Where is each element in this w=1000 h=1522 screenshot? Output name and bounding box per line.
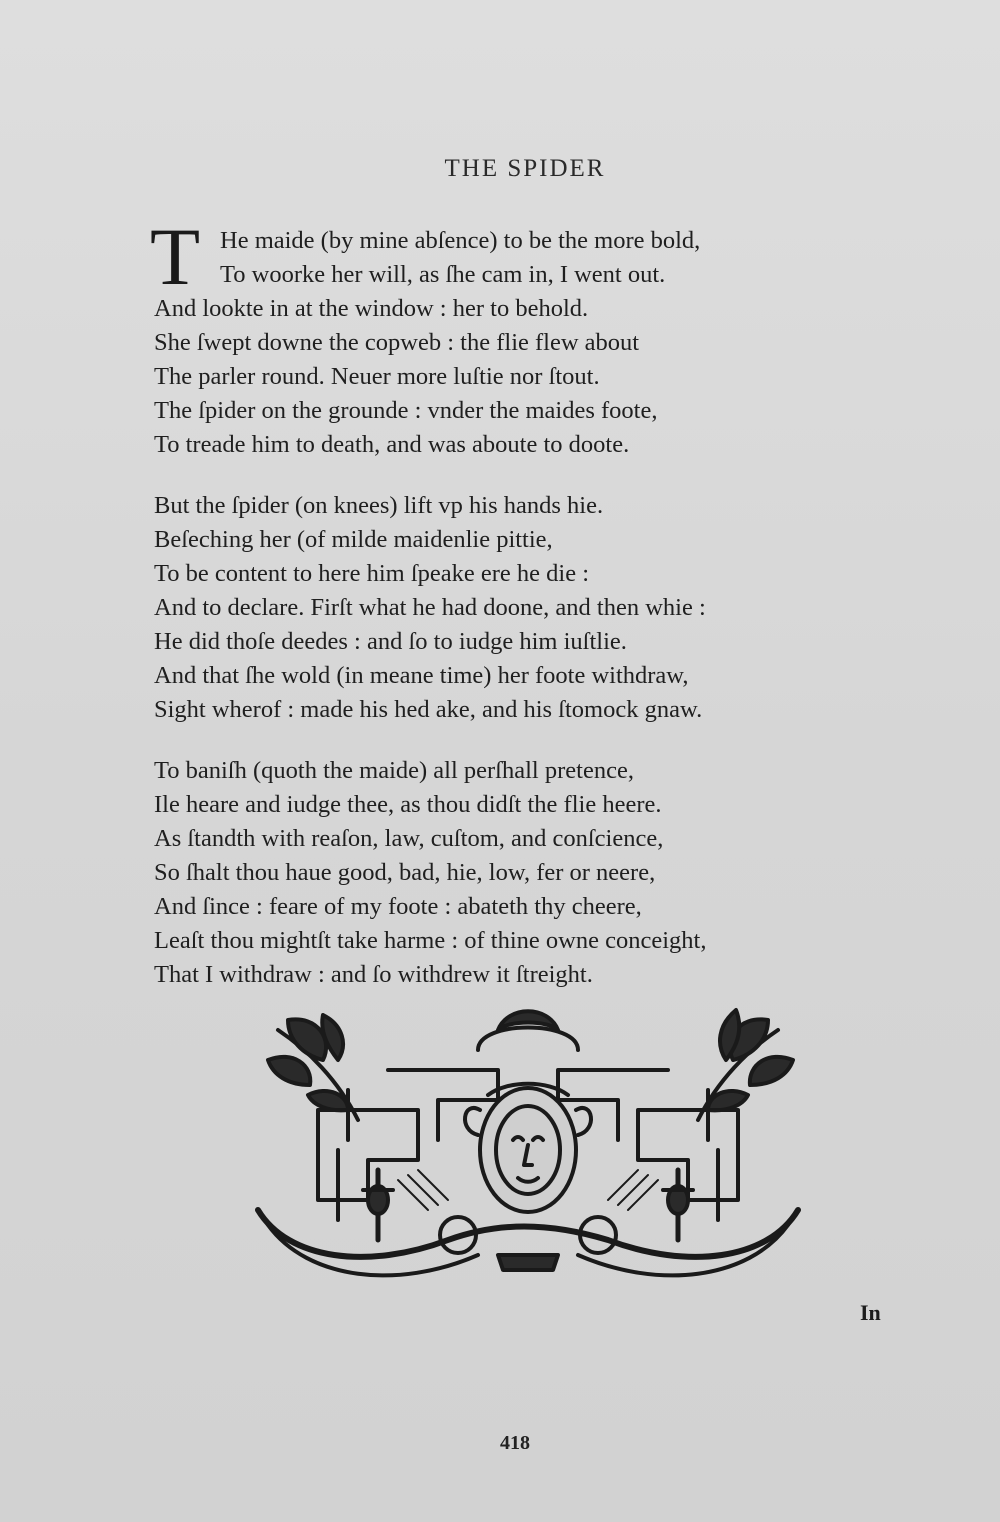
poem-line: And ſince : feare of my foote : abateth thy cheere,: [154, 893, 642, 920]
poem-line: Ile heare and iudge thee, as thou didſt the flie heere.: [154, 791, 662, 818]
poem-line: He did thoſe deedes : and ſo to iudge him iuſtlie.: [154, 628, 627, 655]
poem-body: [150, 211, 914, 1019]
drop-cap: T: [150, 211, 201, 302]
poem-line: And that ſhe wold (in meane time) her foote withdraw,: [154, 662, 689, 689]
poem-line: The ſpider on the grounde : vnder the maides foote,: [154, 397, 658, 424]
poem-line: The parler round. Neuer more luſtie nor ſtout.: [154, 363, 600, 390]
page-number: 418: [500, 1432, 530, 1454]
poem-line: To woorke her will, as ſhe cam in, I went out.: [220, 261, 666, 288]
poem-line: And to declare. Firſt what he had doone, and then whie :: [154, 594, 706, 621]
poem-line: She ſwept downe the copweb : the flie flew about: [154, 329, 640, 356]
woodcut-ornament-icon: [248, 1000, 808, 1300]
poem-line: That I withdraw : and ſo withdrew it ſtreight.: [154, 961, 593, 988]
stanza-3: [154, 754, 914, 992]
stanza-1: [150, 211, 914, 462]
poem-line: He maide (by mine abſence) to be the more bold,: [220, 227, 701, 254]
poem-line: To be content to here him ſpeake ere he die :: [154, 560, 590, 587]
poem-title: THE SPIDER: [444, 155, 606, 182]
poem-line: To treade him to death, and was aboute to doote.: [154, 431, 630, 458]
catchword: In: [860, 1300, 881, 1325]
poem-line: As ſtandth with reaſon, law, cuſtom, and conſcience,: [154, 825, 664, 852]
poem-line: To baniſh (quoth the maide) all perſhall pretence,: [154, 757, 634, 784]
poem-line: Sight wherof : made his hed ake, and his ſtomock gnaw.: [154, 696, 703, 723]
poem-line: Beſeching her (of milde maidenlie pittie,: [154, 526, 553, 553]
poem-line: And lookte in at the window : her to behold.: [154, 295, 589, 322]
poem-line: But the ſpider (on knees) lift vp his hands hie.: [154, 492, 604, 519]
poem-line: So ſhalt thou haue good, bad, hie, low, fer or neere,: [154, 859, 656, 886]
stanza-2: [154, 489, 914, 727]
poem-line: Leaſt thou mightſt take harme : of thine owne conceight,: [154, 927, 707, 954]
